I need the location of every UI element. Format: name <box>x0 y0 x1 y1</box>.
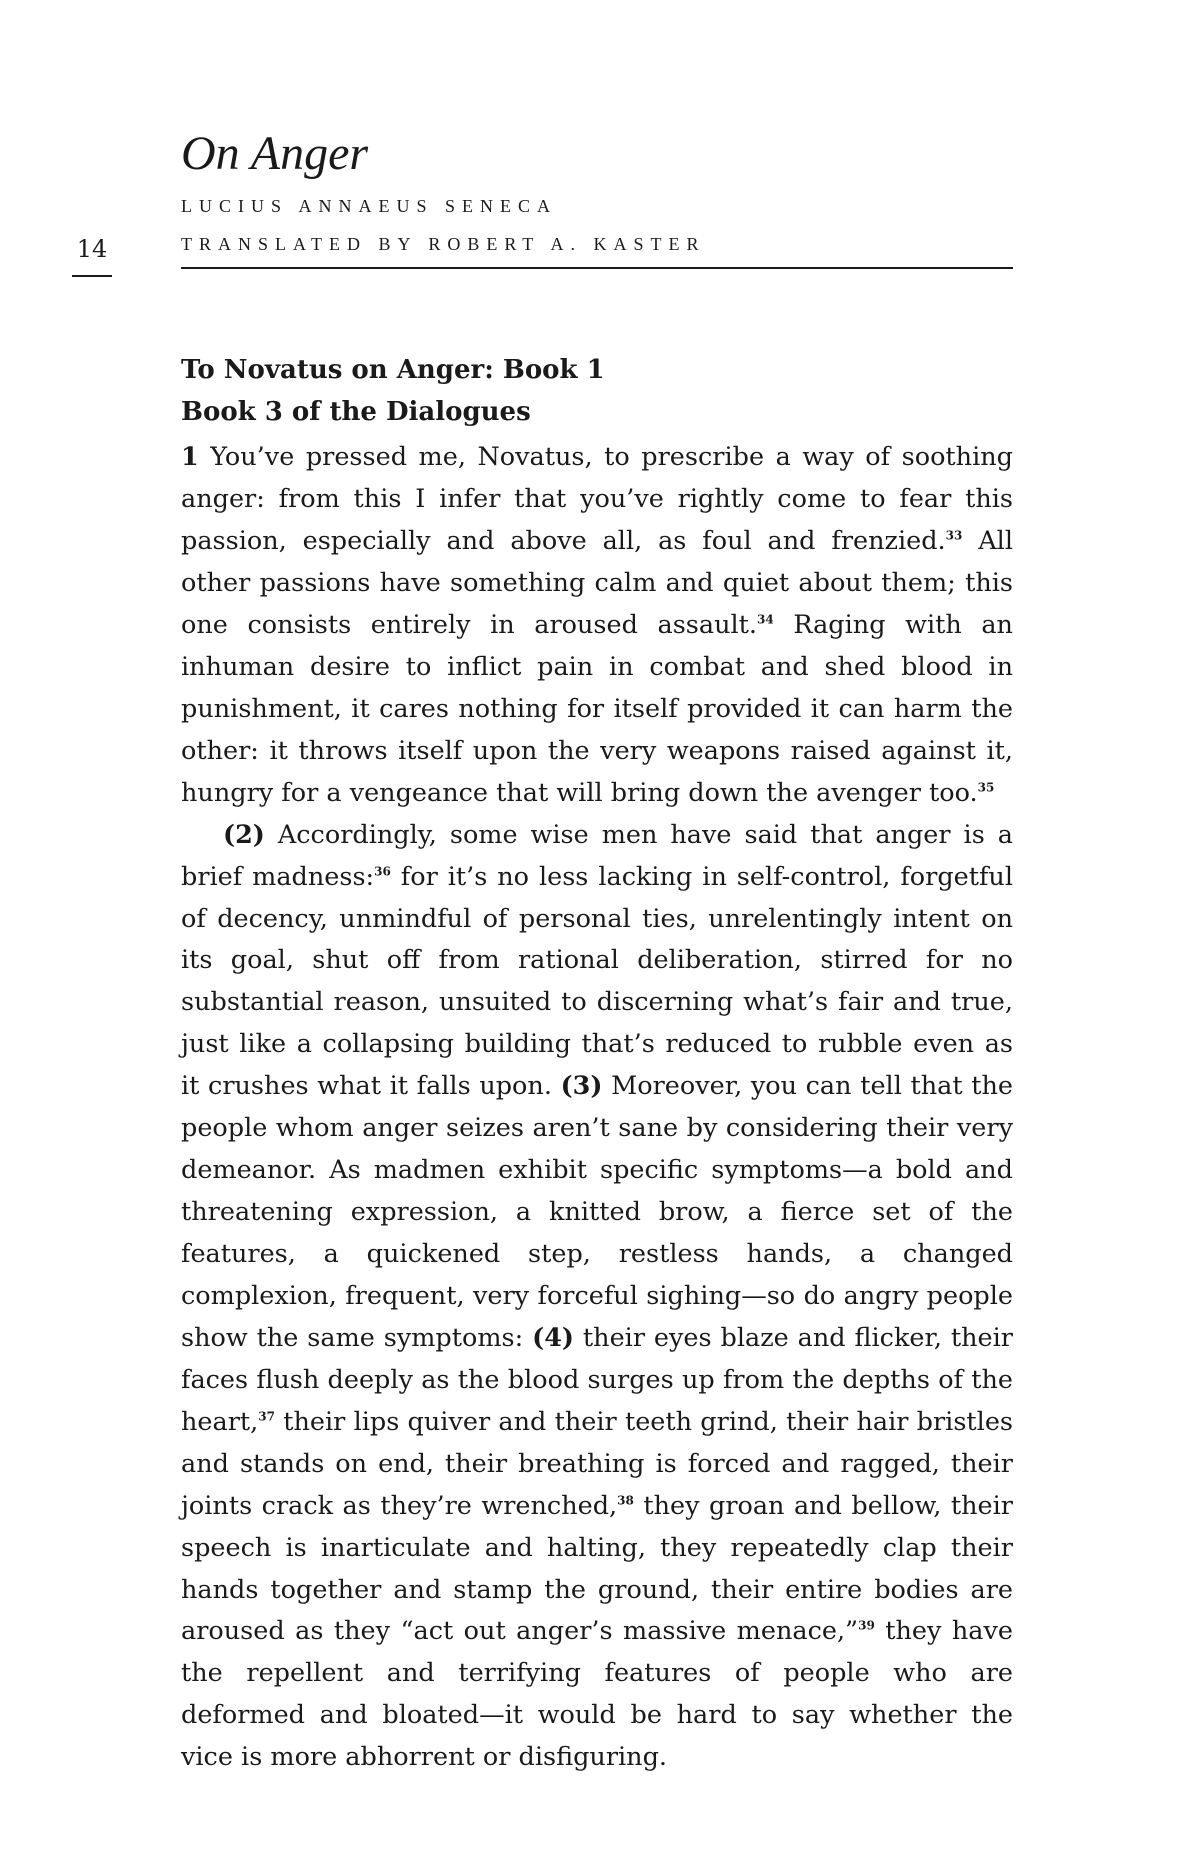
page-number: 14 <box>72 237 112 277</box>
paragraph-text: for it’s no less lacking in self-control, forgetful of decency, unmindful of personal ties, unrelentingly intent on its goal, shut off from rational deliberation, stirred for no substantial reason, unsuited to discerning what’s fair and true, just like a collapsing building that’s reduced to rubble even as it crushes what it falls upon. <box>181 861 1013 1102</box>
translator-line: TRANSLATED BY ROBERT A. KASTER <box>181 233 706 254</box>
section-marker: (4) <box>532 1322 574 1353</box>
author-line: LUCIUS ANNAEUS SENECA <box>181 195 558 216</box>
paragraph-number: 1 <box>181 442 199 473</box>
paragraph-text: their lips quiver and their teeth grind, their hair bristles and stands on end, their breathing is forced and ragged, their joints crack as they’re wrenched, <box>181 1406 1013 1521</box>
page-header <box>181 128 1013 269</box>
footnote-marker: 35 <box>977 780 995 795</box>
footnote-marker: 38 <box>617 1493 634 1508</box>
paragraph-2 <box>181 815 1013 1780</box>
section-heading-book: To Novatus on Anger: Book 1 <box>181 355 605 385</box>
section-marker: (3) <box>560 1071 603 1102</box>
section-heading-dialogues: Book 3 of the Dialogues <box>181 396 531 427</box>
section-marker: (2) <box>223 819 265 850</box>
paragraph-text: Raging with an inhuman desire to inflict pain in combat and shed blood in punishment, it cares nothing for itself provided it can harm the other: it throws itself upon the very weapons raised against it, hungry for a vengeance that will bring down the avenger too. <box>181 609 1013 808</box>
paragraph-text: Accordingly, some wise men have said that anger is a brief madness: <box>181 819 1013 892</box>
paragraph-text: they groan and bellow, their speech is inarticulate and halting, they repeatedly clap their hands together and stamp the ground, their entire bodies are aroused as they “act out anger’s massive menace,” <box>181 1490 1013 1647</box>
footnote-marker: 34 <box>757 612 774 627</box>
paragraph-1 <box>181 437 1013 814</box>
paragraph-text: their eyes blaze and flicker, their faces flush deeply as the blood surges up from the depths of the heart, <box>181 1322 1013 1437</box>
footnote-marker: 37 <box>258 1409 275 1424</box>
paragraph-text: Moreover, you can tell that the people whom anger seizes aren’t sane by considering their very demeanor. As madmen exhibit specific symptoms—a bold and threatening expression, a knitted brow, a fierce set of the features, a quickened step, restless hands, a changed complexion, frequent, very forceful sighing—so do angry people show the same symptoms: <box>181 1071 1014 1353</box>
footnote-marker: 36 <box>374 864 391 879</box>
paragraph-text: All other passions have something calm and quiet about them; this one consists entirely in aroused assault. <box>181 526 1013 640</box>
main-text <box>181 350 1013 1779</box>
paragraph-text: You’ve pressed me, Novatus, to prescribe a way of soothing anger: from this I infer that you’ve rightly come to fear this passion, especially and above all, as foul and frenzied. <box>181 442 1013 557</box>
footnote-marker: 39 <box>858 1618 875 1633</box>
paragraph-text: they have the repellent and terrifying features of people who are deformed and bloated—it would be hard to say whether the vice is more abhorrent or disfiguring. <box>181 1616 1013 1773</box>
book-title: On Anger <box>181 127 369 180</box>
footnote-marker: 33 <box>945 528 963 543</box>
